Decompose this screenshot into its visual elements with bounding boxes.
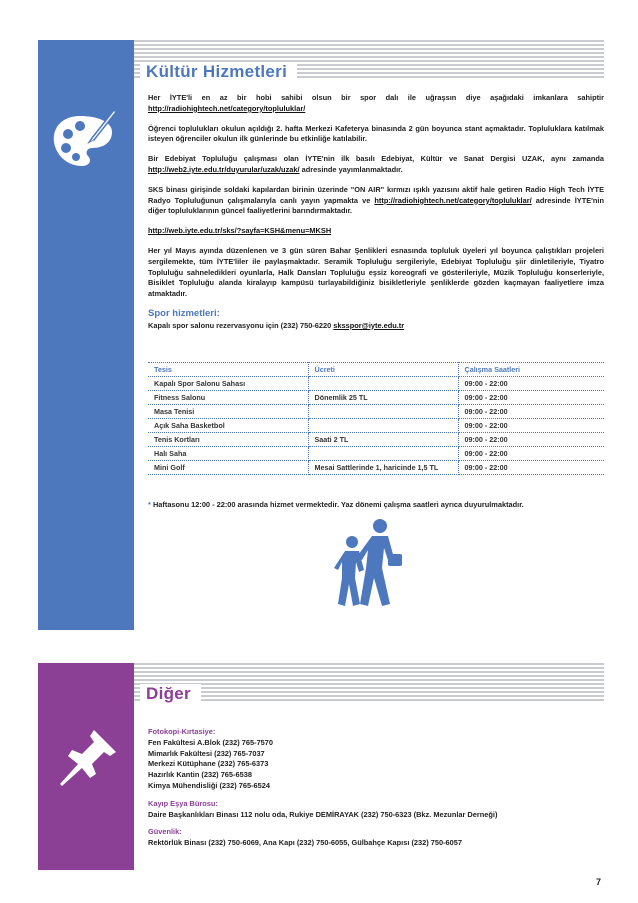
table-row (148, 461, 604, 475)
group-line: Rektörlük Binası (232) 750-6069, Ana Kapı (232) 750-6055, Gülbahçe Kapısı (232) 750-6057 (148, 838, 462, 848)
table-cell: Kapalı Spor Salonu Sahası (148, 377, 308, 391)
page-number: 7 (596, 877, 602, 887)
group-title: Fotokopi-Kırtasiye: (148, 727, 216, 736)
contact-group-fotokopi (148, 727, 604, 792)
section-title-kultur: Kültür Hizmetleri (140, 62, 297, 82)
table-cell: Fitness Salonu (148, 391, 308, 405)
table-row (148, 405, 604, 419)
table-cell: 09:00 - 22:00 (458, 405, 604, 419)
group-line: Merkezi Kütüphane (232) 765-6373 (148, 759, 269, 769)
spor-contact: Kapalı spor salonu rezervasyonu için (232) 750-6220 sksspor@iyte.edu.tr (148, 320, 405, 330)
table-cell: 09:00 - 22:00 (458, 377, 604, 391)
paragraph-hobby: Her İYTE'li en az bir hobi sahibi olsun bir spor dalı ile uğraşsın diye aşağıdaki imkanlara sahiptir http://radiohightech.net/category/topluluklar/ (148, 93, 604, 113)
section-title-diger: Diğer (140, 684, 201, 704)
group-title: Kayıp Eşya Bürosu: (148, 798, 218, 808)
table-cell: Mesai Sattlerinde 1, haricinde 1,5 TL (308, 461, 458, 475)
facilities-table (148, 362, 604, 475)
sks-link[interactable]: http://web.iyte.edu.tr/sks/?sayfa=KSH&menu=MKSH (148, 226, 332, 236)
group-line: Kimya Mühendisliği (232) 765-6524 (148, 780, 270, 790)
table-cell: Dönemlik 25 TL (308, 391, 458, 405)
table-cell: 09:00 - 22:00 (458, 433, 604, 447)
radiohightech-link[interactable]: http://radiohightech.net/category/topluluklar/ (374, 195, 532, 205)
group-line: Fen Fakültesi A.Blok (232) 765-7570 (148, 737, 274, 747)
pushpin-icon (56, 726, 120, 790)
table-row (148, 447, 604, 461)
group-title: Güvenlik: (148, 827, 182, 837)
spor-heading: Spor hizmetleri: (148, 307, 220, 319)
table-cell (308, 419, 458, 433)
table-cell (308, 405, 458, 419)
table-header: Ücreti (308, 363, 458, 377)
table-cell: Saati 2 TL (308, 433, 458, 447)
table-cell (308, 377, 458, 391)
table-cell: Açık Saha Basketbol (148, 419, 308, 433)
table-cell: 09:00 - 22:00 (458, 419, 604, 433)
paragraph-bahar: Her yıl Mayıs ayında düzenlenen ve 3 gün süren Bahar Şenlikleri esnasında topluluk üyeleri yıl boyunca çalıştıkları projeleri sergilemekte, tüm İYTE'liler ile paylaşmaktadır. Seramik Topluluğu sergileriyle, Edebiyat Topluluğu şiir dinletileriyle, Tiyatro Topluluğu sahneledikleri oyunlarla, Halk Dansları Topluluğu eşsiz koreografi ve gösterileriyle, Müzik Topluluğu konserleriyle, Bisiklet Topluluğu alanda kiralayıp kampüsü turlayabildiğiniz bisikletleriyle şenliklerde gözden kaçmayan faaliyetlere imza atmaktadır. (148, 245, 604, 299)
table-row (148, 419, 604, 433)
table-header: Tesis (148, 363, 308, 377)
table-row (148, 391, 604, 405)
contact-group-guvenlik (148, 827, 604, 849)
group-line: Daire Başkanlıkları Binası 112 nolu oda, Rukiye DEMİRAYAK (232) 750-6323 (Bkz. Mezunlar Derneği) (148, 809, 498, 819)
paragraph-sks-link (148, 226, 604, 237)
section-header-stripes (134, 663, 604, 703)
spor-email-link[interactable]: sksspor@iyte.edu.tr (333, 320, 405, 330)
paragraph-stands: Öğrenci toplulukları okulun açıldığı 2. hafta Merkezi Kafeterya binasında 2 gün boyunca stant açmaktadır. Topluluklara katılmak isteyen öğrenciler okulun ilk günlerinde bu etkinliğe katılabilir. (148, 123, 604, 144)
kultur-content (148, 93, 604, 332)
table-row (148, 377, 604, 391)
table-cell: Mini Golf (148, 461, 308, 475)
group-line: Mimarlık Fakültesi (232) 765-7037 (148, 748, 265, 758)
radiohightech-link[interactable]: http://radiohightech.net/category/topluluklar/ (148, 103, 306, 113)
palette-icon (50, 110, 120, 172)
table-cell: Tenis Kortları (148, 433, 308, 447)
uzak-link[interactable]: http://web2.iyte.edu.tr/duyurular/uzak/uzak/ (148, 164, 300, 174)
table-cell: 09:00 - 22:00 (458, 461, 604, 475)
table-cell: Halı Saha (148, 447, 308, 461)
table-cell: 09:00 - 22:00 (458, 391, 604, 405)
table-cell: Masa Tenisi (148, 405, 308, 419)
table-header: Çalışma Saatleri (458, 363, 604, 377)
group-line: Hazırlık Kantin (232) 765-6538 (148, 770, 252, 780)
table-header-row (148, 363, 604, 377)
people-walking-icon (318, 518, 408, 608)
table-row (148, 433, 604, 447)
paragraph-uzak: Bir Edebiyat Topluluğu çalışması olan İYTE'nin ilk basılı Edebiyat, Kültür ve Sanat Dergisi UZAK, aynı zamanda http://web2.iyte.edu.tr/duyurular/uzak/uzak/ adresinde yayımlanmaktadır. (148, 154, 604, 174)
diger-content (148, 727, 604, 856)
table-cell: 09:00 - 22:00 (458, 447, 604, 461)
paragraph-radio: SKS binası girişinde soldaki kapılardan birinin üzerinde "ON AIR" kırmızı ışıklı yazısını aktif hale getiren Radio High Tech İYTE Radyo Topluluğunun çalışmalarıyla canlı yayın yapmakta ve http://radiohightech.net/category/topluluklar/ adresinde İYTE'nin diğer topluluklarının güncel faaliyetlerini barındırmaktadır. (148, 184, 604, 216)
contact-group-kayip-esya (148, 799, 604, 821)
weekend-note: * Haftasonu 12:00 - 22:00 arasında hizmet vermektedir. Yaz dönemi çalışma saatleri ayrıca duyurulmaktadır. (148, 500, 524, 509)
table-cell (308, 447, 458, 461)
